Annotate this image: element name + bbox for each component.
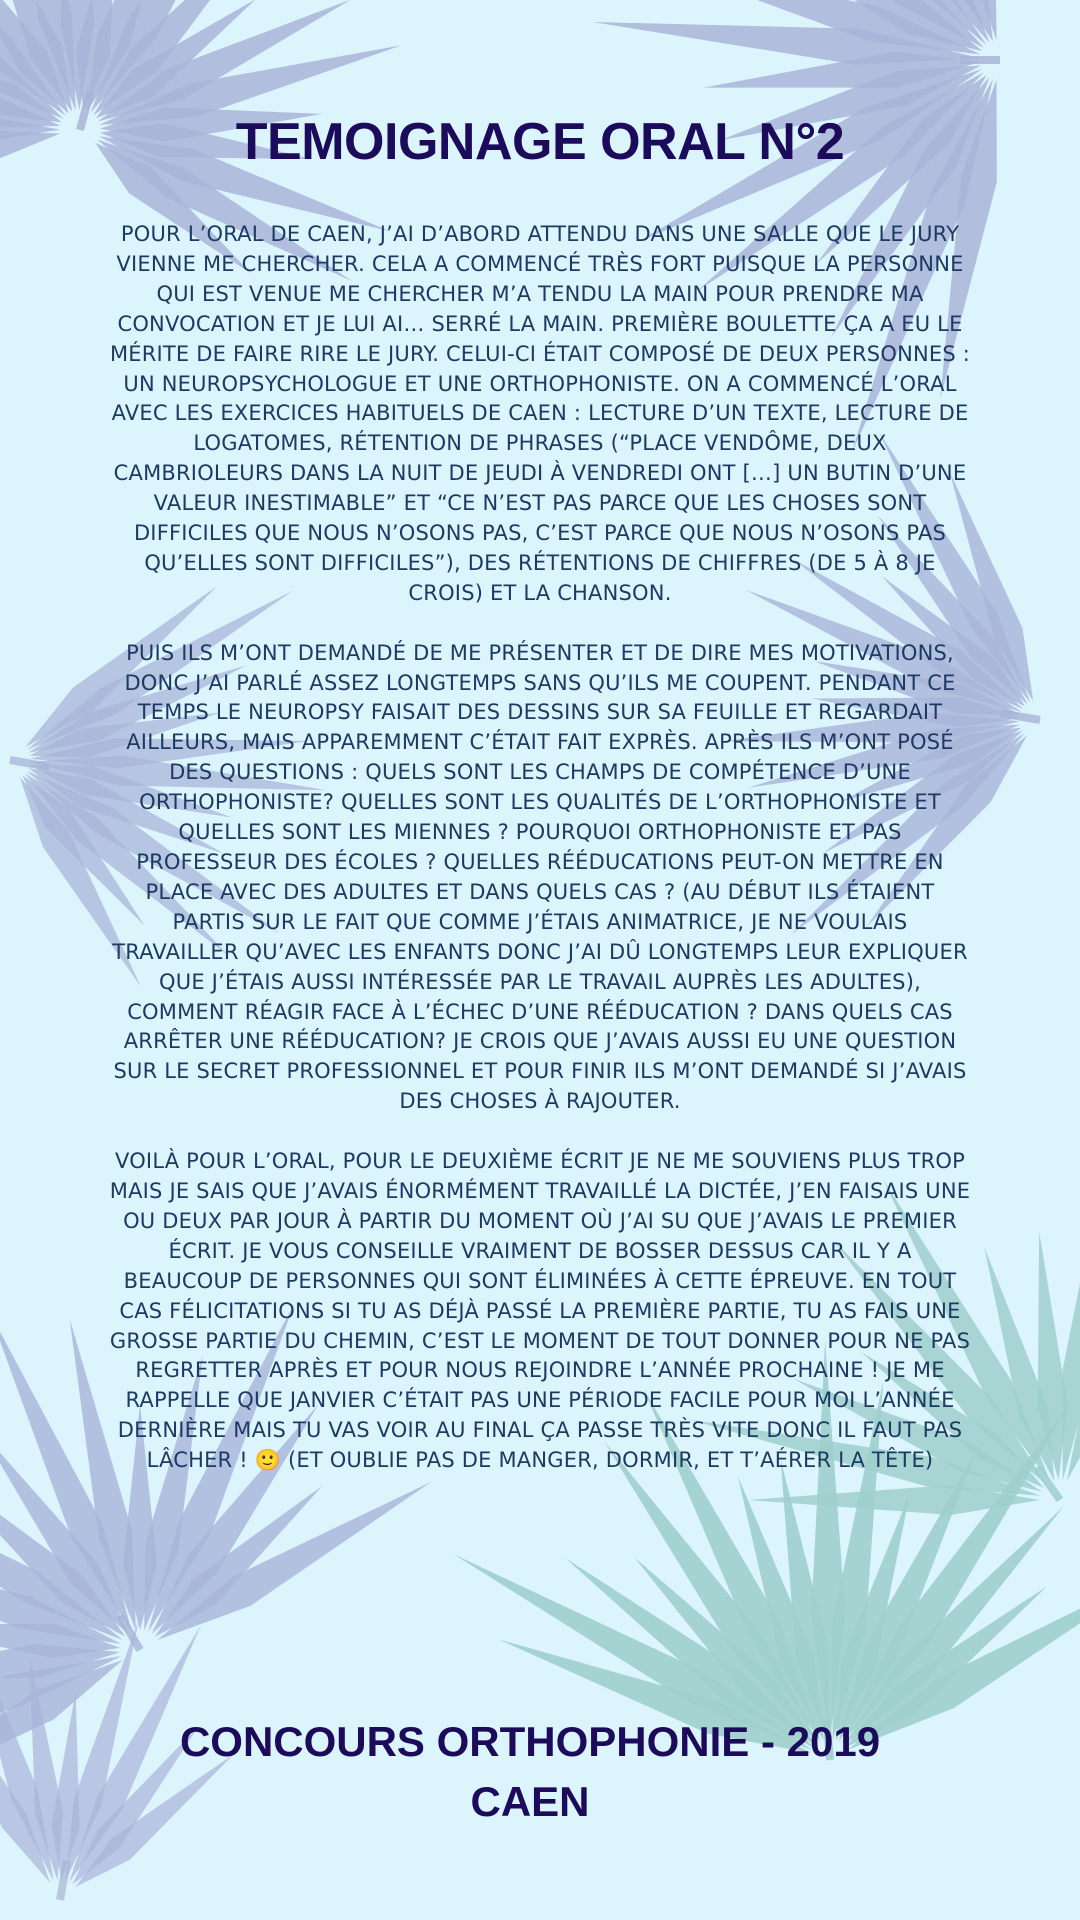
testimony-text (108, 220, 972, 1506)
footer-city: CAEN (470, 1778, 590, 1825)
footer-heading (0, 1712, 1060, 1832)
paragraph-interview-questions: PUIS ILS M’ONT DEMANDÉ DE ME PRÉSENTER ET DE DIRE MES MOTIVATIONS, DONC J’AI PARLÉ ASSEZ LONGTEMPS SANS QU’ILS ME COUPENT. PENDANT CE TEMPS LE NEUROPSY FAISAIT DES DESSINS SUR SA FEUILLE ET REGARDAIT AILLEURS, MAIS APPAREMMENT C’ÉTAIT FAIT EXPRÈS. APRÈS ILS M’ONT POSÉ DES QUESTIONS : QUELS SONT LES CHAMPS DE COMPÉTENCE D’UNE ORTHOPHONISTE? QUELLES SONT LES QUALITÉS DE L’ORTHOPHONISTE ET QUELLES SONT LES MIENNES ? POURQUOI ORTHOPHONISTE ET PAS PROFESSEUR DES ÉCOLES ? QUELLES RÉÉDUCATIONS PEUT-ON METTRE EN PLACE AVEC DES ADULTES ET DANS QUELS CAS ? (AU DÉBUT ILS ÉTAIENT PARTIS SUR LE FAIT QUE COMME J’ÉTAIS ANIMATRICE, JE NE VOULAIS TRAVAILLER QU’AVEC LES ENFANTS DONC J’AI DÛ LONGTEMPS LEUR EXPLIQUER QUE J’ÉTAIS AUSSI INTÉRESSÉE PAR LE TRAVAIL AUPRÈS LES ADULTES), COMMENT RÉAGIR FACE À L’ÉCHEC D’UNE RÉÉDUCATION ? DANS QUELS CAS ARRÊTER UNE RÉÉDUCATION? JE CROIS QUE J’AVAIS AUSSI EU UNE QUESTION SUR LE SECRET PROFESSIONNEL ET POUR FINIR ILS M’ONT DEMANDÉ SI J’AVAIS DES CHOSES À RAJOUTER. (112, 640, 968, 1114)
page-title: TEMOIGNAGE ORAL N°2 (235, 113, 845, 171)
paragraph-oral-exam: POUR L’ORAL DE CAEN, J’AI D’ABORD ATTENDU DANS UNE SALLE QUE LE JURY VIENNE ME CHERCHER. CELA A COMMENCÉ TRÈS FORT PUISQUE LA PERSONNE QUI EST VENUE ME CHERCHER M’A TENDU LA MAIN POUR PRENDRE MA CONVOCATION ET JE LUI AI… SERRÉ LA MAIN. PREMIÈRE BOULETTE ÇA A EU LE MÉRITE DE FAIRE RIRE LE JURY. CELUI-CI ÉTAIT COMPOSÉ DE DEUX PERSONNES : UN NEUROPSYCHOLOGUE ET UNE ORTHOPHONISTE. ON A COMMENCÉ L’ORAL AVEC LES EXERCICES HABITUELS DE CAEN : LECTURE D’UN TEXTE, LECTURE DE LOGATOMES, RÉTENTION DE PHRASES (“PLACE VENDÔME, DEUX CAMBRIOLEURS DANS LA NUIT DE JEUDI À VENDREDI ONT […] UN BUTIN D’UNE VALEUR INESTIMABLE” ET “CE N’EST PAS PARCE QUE LES CHOSES SONT DIFFICILES QUE NOUS N’OSONS PAS, C’EST PARCE QUE NOUS N’OSONS PAS QU’ELLES SONT DIFFICILES”), DES RÉTENTIONS DE CHIFFRES (DE 5 À 8 JE CROIS) ET LA CHANSON. (109, 222, 971, 605)
paragraph-written-exam-advice: VOILÀ POUR L’ORAL, POUR LE DEUXIÈME ÉCRIT JE NE ME SOUVIENS PLUS TROP MAIS JE SAIS QUE J’AVAIS ÉNORMÉMENT TRAVAILLÉ LA DICTÉE, J’EN FAISAIS UNE OU DEUX PAR JOUR À PARTIR DU MOMENT OÙ J’AI SU QUE J’AVAIS LE PREMIER ÉCRIT. JE VOUS CONSEILLE VRAIMENT DE BOSSER DESSUS CAR IL Y A BEAUCOUP DE PERSONNES QUI SONT ÉLIMINÉES À CETTE ÉPREUVE. EN TOUT CAS FÉLICITATIONS SI TU AS DÉJÀ PASSÉ LA PREMIÈRE PARTIE, TU AS FAIS UNE GROSSE PARTIE DU CHEMIN, C’EST LE MOMENT DE TOUT DONNER POUR NE PAS REGRETTER APRÈS ET POUR NOUS REJOINDRE L’ANNÉE PROCHAINE ! JE ME RAPPELLE QUE JANVIER C’ÉTAIT PAS UNE PÉRIODE FACILE POUR MOI L’ANNÉE DERNIÈRE MAIS TU VAS VOIR AU FINAL ÇA PASSE TRÈS VITE DONC IL FAUT PAS LÂCHER ! 🙂 (ET OUBLIE PAS DE MANGER, DORMIR, ET T’AÉRER LA TÊTE) (109, 1149, 971, 1473)
footer-contest-title: CONCOURS ORTHOPHONIE - 2019 (179, 1718, 881, 1765)
